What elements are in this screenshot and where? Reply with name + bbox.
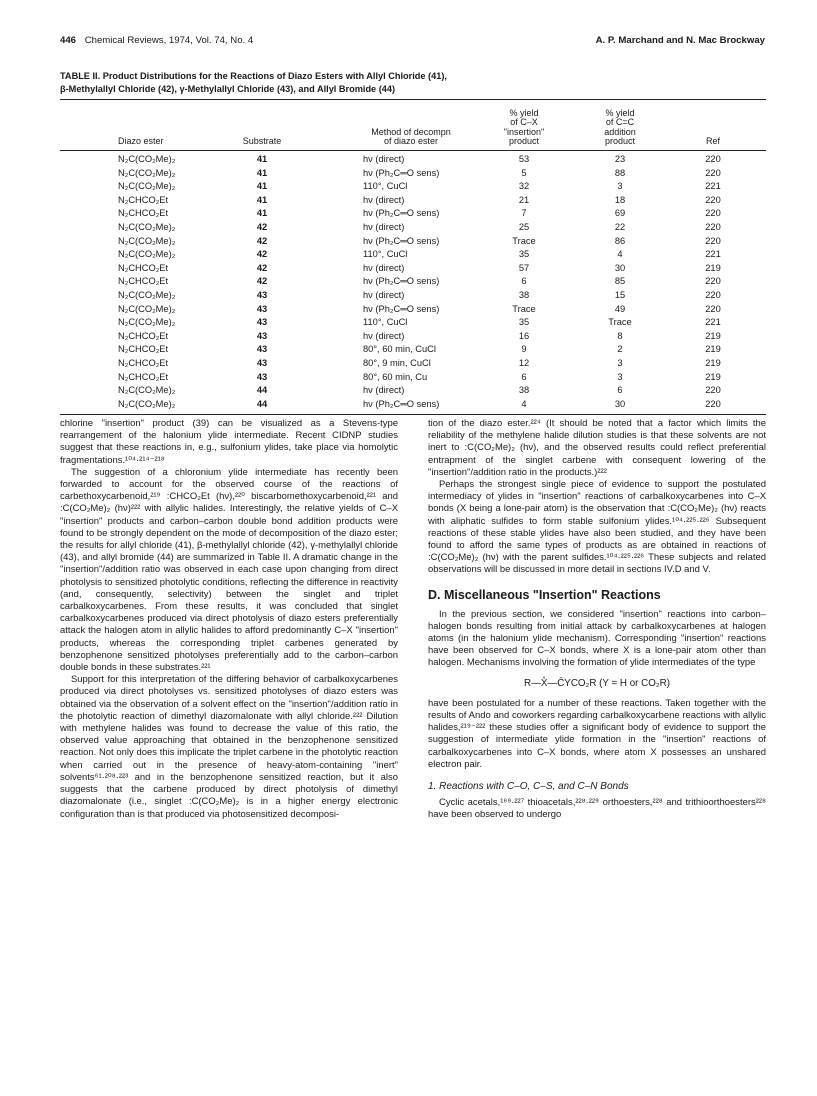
cell-ref: 220	[705, 303, 721, 314]
cell-insertion-yield: 57	[518, 262, 530, 273]
header-method-line-1: Method of decompn	[371, 126, 451, 137]
cell-method: hν (direct)	[363, 194, 405, 205]
table-row	[60, 221, 766, 235]
cell-diazo-ester: N₂C(CO₂Me)₂	[118, 154, 176, 164]
cell-substrate: 41	[256, 167, 268, 178]
cell-substrate: 41	[256, 208, 268, 219]
cell-method: hν (direct)	[363, 330, 405, 341]
cell-insertion-yield: 38	[518, 289, 530, 300]
cell-ref: 221	[705, 181, 721, 192]
cell-addition-yield: 6	[617, 385, 623, 396]
cell-addition-yield: Trace	[608, 317, 632, 328]
cell-diazo-ester: N₂CHCO₂Et	[118, 194, 169, 205]
cell-diazo-ester: N₂CHCO₂Et	[118, 208, 169, 219]
header-addition-line-3: addition	[604, 126, 636, 137]
table-row	[60, 248, 766, 262]
cell-substrate: 41	[256, 154, 268, 164]
cell-ref: 221	[705, 317, 721, 328]
cell-addition-yield: 15	[614, 289, 626, 300]
cell-addition-yield: 30	[614, 262, 626, 273]
cell-method: 110°, CuCl	[363, 317, 408, 328]
left-paragraph-1: chlorine "insertion" product (39) can be visualized as a Stevens-type rearrangement of the halonium ylide intermediate. Recent CIDNP studies suggest that these reactions in, e.g., sulfonium ylides, take place via homolytic fragmentations.¹⁰⁴·²¹⁴⁻²¹⁸	[60, 418, 398, 466]
table-row	[60, 343, 766, 357]
cell-insertion-yield: 38	[518, 385, 530, 396]
caption-line-1: TABLE II. Product Distributions for the Reactions of Diazo Esters with Allyl Chloride (41),	[60, 71, 447, 81]
cell-substrate: 42	[256, 262, 268, 273]
cell-method: hν (Ph₂C═O sens)	[363, 208, 440, 219]
cell-ref: 219	[705, 344, 721, 355]
header-authors: A. P. Marchand and N. Mac Brockway	[595, 35, 765, 46]
cell-ref: 219	[705, 330, 721, 341]
cell-insertion-yield: 25	[518, 221, 530, 232]
cell-ref: 219	[705, 262, 721, 273]
table-row	[60, 275, 766, 289]
right-column	[428, 418, 766, 822]
cell-diazo-ester: N₂CHCO₂Et	[118, 262, 169, 273]
header-addition-line-2: of C=C	[605, 117, 635, 128]
header-method	[356, 128, 466, 147]
header-addition	[585, 109, 655, 147]
subsection-heading: 1. Reactions with C–O, C–S, and C–N Bonds	[428, 781, 629, 793]
cell-method: hν (Ph₂C═O sens)	[363, 167, 440, 178]
cell-method: hν (direct)	[363, 262, 405, 273]
cell-diazo-ester: N₂C(CO₂Me)₂	[118, 167, 176, 178]
cell-addition-yield: 2	[617, 344, 623, 355]
header-insertion-line-3: "insertion"	[503, 126, 545, 137]
cell-diazo-ester: N₂C(CO₂Me)₂	[118, 181, 176, 192]
header-insertion-line-4: product	[508, 136, 540, 147]
section-heading: D. Miscellaneous "Insertion" Reactions	[428, 587, 661, 602]
cell-insertion-yield: 35	[518, 249, 530, 260]
cell-ref: 220	[705, 154, 721, 164]
cell-insertion-yield: 6	[521, 276, 527, 287]
table-row	[60, 316, 766, 330]
cell-ref: 219	[705, 357, 721, 368]
cell-insertion-yield: 5	[521, 167, 527, 178]
cell-method: 110°, CuCl	[363, 181, 408, 192]
header-ref: Ref	[705, 136, 720, 147]
table-row	[60, 357, 766, 371]
cell-addition-yield: 22	[614, 221, 626, 232]
cell-ref: 220	[705, 235, 721, 246]
cell-substrate: 43	[256, 303, 268, 314]
cell-ref: 220	[705, 276, 721, 287]
table-row	[60, 167, 766, 181]
cell-ref: 220	[705, 194, 721, 205]
table-row	[60, 262, 766, 276]
cell-addition-yield: 86	[614, 235, 626, 246]
cell-substrate: 43	[256, 357, 268, 368]
cell-diazo-ester: N₂C(CO₂Me)₂	[118, 398, 176, 409]
right-paragraph-3: In the previous section, we considered "insertion" reactions into carbon–halogen bonds resulting from initial attack by carbalkoxycarbenes at halogen atoms (in the halonium ylide mechanism). Corresponding "insertion" reactions have been observed for C–X bonds, where X is a lone-pair atom other than halogen. Mechanisms involving the formation of ylide intermediates of the type	[428, 608, 766, 669]
cell-ref: 219	[705, 371, 721, 382]
table-caption	[60, 70, 760, 96]
cell-ref: 221	[705, 249, 721, 260]
cell-insertion-yield: Trace	[512, 303, 536, 314]
table-row	[60, 330, 766, 344]
table-row	[60, 235, 766, 249]
cell-insertion-yield: 4	[521, 398, 527, 409]
cell-method: hν (Ph₂C═O sens)	[363, 398, 440, 409]
cell-addition-yield: 23	[614, 154, 626, 164]
cell-substrate: 43	[256, 289, 268, 300]
cell-diazo-ester: N₂CHCO₂Et	[118, 330, 169, 341]
cell-method: hν (Ph₂C═O sens)	[363, 235, 440, 246]
cell-ref: 220	[705, 221, 721, 232]
cell-diazo-ester: N₂CHCO₂Et	[118, 357, 169, 368]
cell-substrate: 43	[256, 371, 268, 382]
cell-substrate: 44	[256, 398, 268, 409]
left-paragraph-2: The suggestion of a chloronium ylide intermediate has recently been forwarded to account for the observed course of the reactions of carbethoxycarbenoid,²¹⁹ :CHCO₂Et (hν),²²⁰ biscarbomethoxycarbenoid,²²¹ and :C(CO₂Me)₂ (hν)²²² with allylic halides. Interestingly, the relative yields of C–X "insertion" products and carbon–carbon double bond addition products were found to be strongly dependent on the mode of decomposition of the diazo ester; the results for allyl chloride (41), β-methylallyl chloride (42), γ-methylallyl chloride (43), and allyl bromide (44) are summarized in Table II. A dramatic change in the "insertion"/addition ratio was observed in each case upon changing from direct photolysis to sensitized photolytic conditions, reflecting the difference in reactivity (and, consequently, selectivity) between the singlet and triplet carbalkoxycarbenes. From these results, it was concluded that singlet carbalkoxycarbenes produced via direct photolysis of diazo esters preferentially attack the halogen atom in allylic halides to afford predominantly C–X "insertion" products, whereas the corresponding triplet carbenes generated by benzophenone sensitized photolyses preferentially add to the carbon–carbon double bonds in these substrates.²²¹	[60, 466, 398, 674]
cell-diazo-ester: N₂CHCO₂Et	[118, 344, 169, 355]
cell-addition-yield: 49	[614, 303, 626, 314]
table-body	[60, 153, 766, 411]
cell-method: 110°, CuCl	[363, 249, 408, 260]
cell-insertion-yield: Trace	[512, 235, 536, 246]
header-addition-line-4: product	[604, 136, 636, 147]
journal-citation: Chemical Reviews, 1974, Vol. 74, No. 4	[84, 35, 254, 46]
cell-diazo-ester: N₂C(CO₂Me)₂	[118, 289, 176, 300]
cell-addition-yield: 8	[617, 330, 623, 341]
cell-insertion-yield: 16	[518, 330, 530, 341]
table-row	[60, 180, 766, 194]
cell-ref: 220	[705, 167, 721, 178]
cell-method: 80°, 60 min, CuCl	[363, 344, 436, 355]
cell-insertion-yield: 7	[521, 208, 527, 219]
cell-addition-yield: 3	[617, 357, 623, 368]
table-bottom-rule	[60, 414, 766, 415]
table-row	[60, 371, 766, 385]
right-paragraph-4: have been postulated for a number of these reactions. Taken together with the results of Ando and coworkers regarding carbalkoxycarbene reactions with allylic halides,²¹⁹⁻²²² these studies offer a significant body of evidence to support the suggestion of intermediate ylide formation in the "insertion" reactions of carbalkoxycarbenes into C–X bonds, where atom X possesses an unshared electron pair.	[428, 697, 766, 770]
left-column	[60, 418, 398, 821]
header-insertion-line-1: % yield	[509, 107, 539, 118]
cell-diazo-ester: N₂C(CO₂Me)₂	[118, 303, 176, 314]
page-header	[60, 35, 765, 46]
cell-substrate: 42	[256, 221, 268, 232]
cell-addition-yield: 30	[614, 398, 626, 409]
right-paragraph-2: Perhaps the strongest single piece of evidence to support the postulated intermediacy of ylides in "insertion" reactions of carbalkoxycarbenes into C–X bonds (X being a lone-pair atom) is the observation that :C(CO₂Me)₂ (hν) reacts with aliphatic sulfides to form stable sulfonium ylides.¹⁰⁴·²²⁵·²²⁶ Subsequent reactions of these stable ylides have also been studied, and they have been found to afford the same types of products as are obtained in reactions of :C(CO₂Me)₂ (hν) with the parent sulfides.¹⁰⁴·²²⁵·²²⁶ These subjects and related observations will be discussed in more detail in sections IV.D and V.	[428, 479, 766, 576]
cell-ref: 220	[705, 385, 721, 396]
table-row	[60, 153, 766, 167]
table-header	[60, 104, 766, 150]
cell-diazo-ester: N₂CHCO₂Et	[118, 276, 169, 287]
cell-insertion-yield: 6	[521, 371, 527, 382]
cell-insertion-yield: 9	[521, 344, 527, 355]
cell-diazo-ester: N₂C(CO₂Me)₂	[118, 385, 176, 396]
cell-insertion-yield: 35	[518, 317, 530, 328]
cell-method: hν (Ph₂C═O sens)	[363, 303, 440, 314]
header-left	[60, 35, 259, 46]
cell-addition-yield: 69	[614, 208, 626, 219]
cell-substrate: 43	[256, 344, 268, 355]
caption-line-2: β-Methylallyl Chloride (42), γ-Methylallyl Chloride (43), and Allyl Bromide (44)	[60, 84, 396, 94]
cell-method: 80°, 9 min, CuCl	[363, 357, 431, 368]
cell-insertion-yield: 32	[518, 181, 530, 192]
cell-addition-yield: 4	[617, 249, 623, 260]
cell-method: hν (direct)	[363, 154, 405, 164]
table-row	[60, 303, 766, 317]
table-row	[60, 398, 766, 412]
cell-insertion-yield: 53	[518, 154, 530, 164]
cell-substrate: 42	[256, 276, 268, 287]
ylide-formula: R—X̊—C̄YCO₂R (Y = H or CO₂R)	[524, 677, 670, 689]
cell-substrate: 43	[256, 330, 268, 341]
cell-diazo-ester: N₂C(CO₂Me)₂	[118, 221, 176, 232]
table-header-rule	[60, 150, 766, 151]
cell-substrate: 41	[256, 194, 268, 205]
cell-addition-yield: 88	[614, 167, 626, 178]
cell-diazo-ester: N₂C(CO₂Me)₂	[118, 317, 176, 328]
cell-method: hν (direct)	[363, 289, 405, 300]
header-substrate: Substrate	[242, 136, 282, 147]
table-top-rule	[60, 99, 766, 100]
cell-method: 80°, 60 min, Cu	[363, 371, 428, 382]
header-diazo-ester: Diazo ester	[118, 136, 164, 147]
cell-diazo-ester: N₂C(CO₂Me)₂	[118, 235, 176, 246]
cell-substrate: 44	[256, 385, 268, 396]
cell-diazo-ester: N₂CHCO₂Et	[118, 371, 169, 382]
cell-method: hν (direct)	[363, 221, 405, 232]
right-paragraph-1: tion of the diazo ester.²²⁴ (It should be noted that a factor which limits the reliability of the methylene halide dilution studies is that these solvents are not inert to :C(CO₂Me)₂ (hν), and the observed results could reflect preferential entrapment of the singlet carbene with consequent lowering of the "insertion"/addition ratio in the products.)²²²	[428, 418, 766, 478]
right-paragraph-5: Cyclic acetals,¹⁶⁹·²²⁷ thioacetals,²²⁸·²²⁹ orthoesters,²²⁸ and trithioorthoesters²²⁸ have been observed to undergo	[428, 797, 766, 821]
cell-insertion-yield: 12	[518, 357, 530, 368]
cell-insertion-yield: 21	[518, 194, 530, 205]
cell-ref: 220	[705, 289, 721, 300]
left-paragraph-3: Support for this interpretation of the differing behavior of carbalkoxycarbenes produced via direct photolyses vs. sensitized photolyses of diazo esters was obtained via the observation of a solvent effect on the "insertion"/addition ratio in the photolytic reaction of dimethyl diazomalonate with allyl chloride.²²² Dilution with methylene halides was found to decrease the value of this ratio, the observed value approaching that obtained in the benzophenone sensitized reaction. Not only does this implicate the triplet carbene in the photolytic reaction when carried out in the presence of heavy-atom-containing "inert" solvents⁶¹·²⁰⁸·²²³ and in the benzophenone sensitized reaction, but it also suggests that the carbene produced by direct photolysis of dimethyl diazomalonate (i.e., singlet :C(CO₂Me)₂ is in a higher energy electronic configuration than is that produced via photosensitized decomposi-	[60, 674, 398, 820]
cell-method: hν (Ph₂C═O sens)	[363, 276, 440, 287]
table-row	[60, 207, 766, 221]
header-insertion	[489, 109, 559, 147]
cell-addition-yield: 18	[614, 194, 626, 205]
cell-addition-yield: 3	[617, 371, 623, 382]
table-row	[60, 289, 766, 303]
cell-substrate: 43	[256, 317, 268, 328]
cell-ref: 220	[705, 208, 721, 219]
table-row	[60, 194, 766, 208]
cell-addition-yield: 3	[617, 181, 623, 192]
cell-substrate: 42	[256, 249, 268, 260]
cell-ref: 220	[705, 398, 721, 409]
cell-addition-yield: 85	[614, 276, 626, 287]
cell-substrate: 41	[256, 181, 268, 192]
header-addition-line-1: % yield	[605, 107, 635, 118]
header-method-line-2: of diazo ester	[383, 136, 439, 147]
page-number: 446	[60, 35, 77, 46]
table-row	[60, 384, 766, 398]
cell-method: hν (direct)	[363, 385, 405, 396]
cell-diazo-ester: N₂C(CO₂Me)₂	[118, 249, 176, 260]
cell-substrate: 42	[256, 235, 268, 246]
header-insertion-line-2: of C–X	[510, 117, 538, 128]
